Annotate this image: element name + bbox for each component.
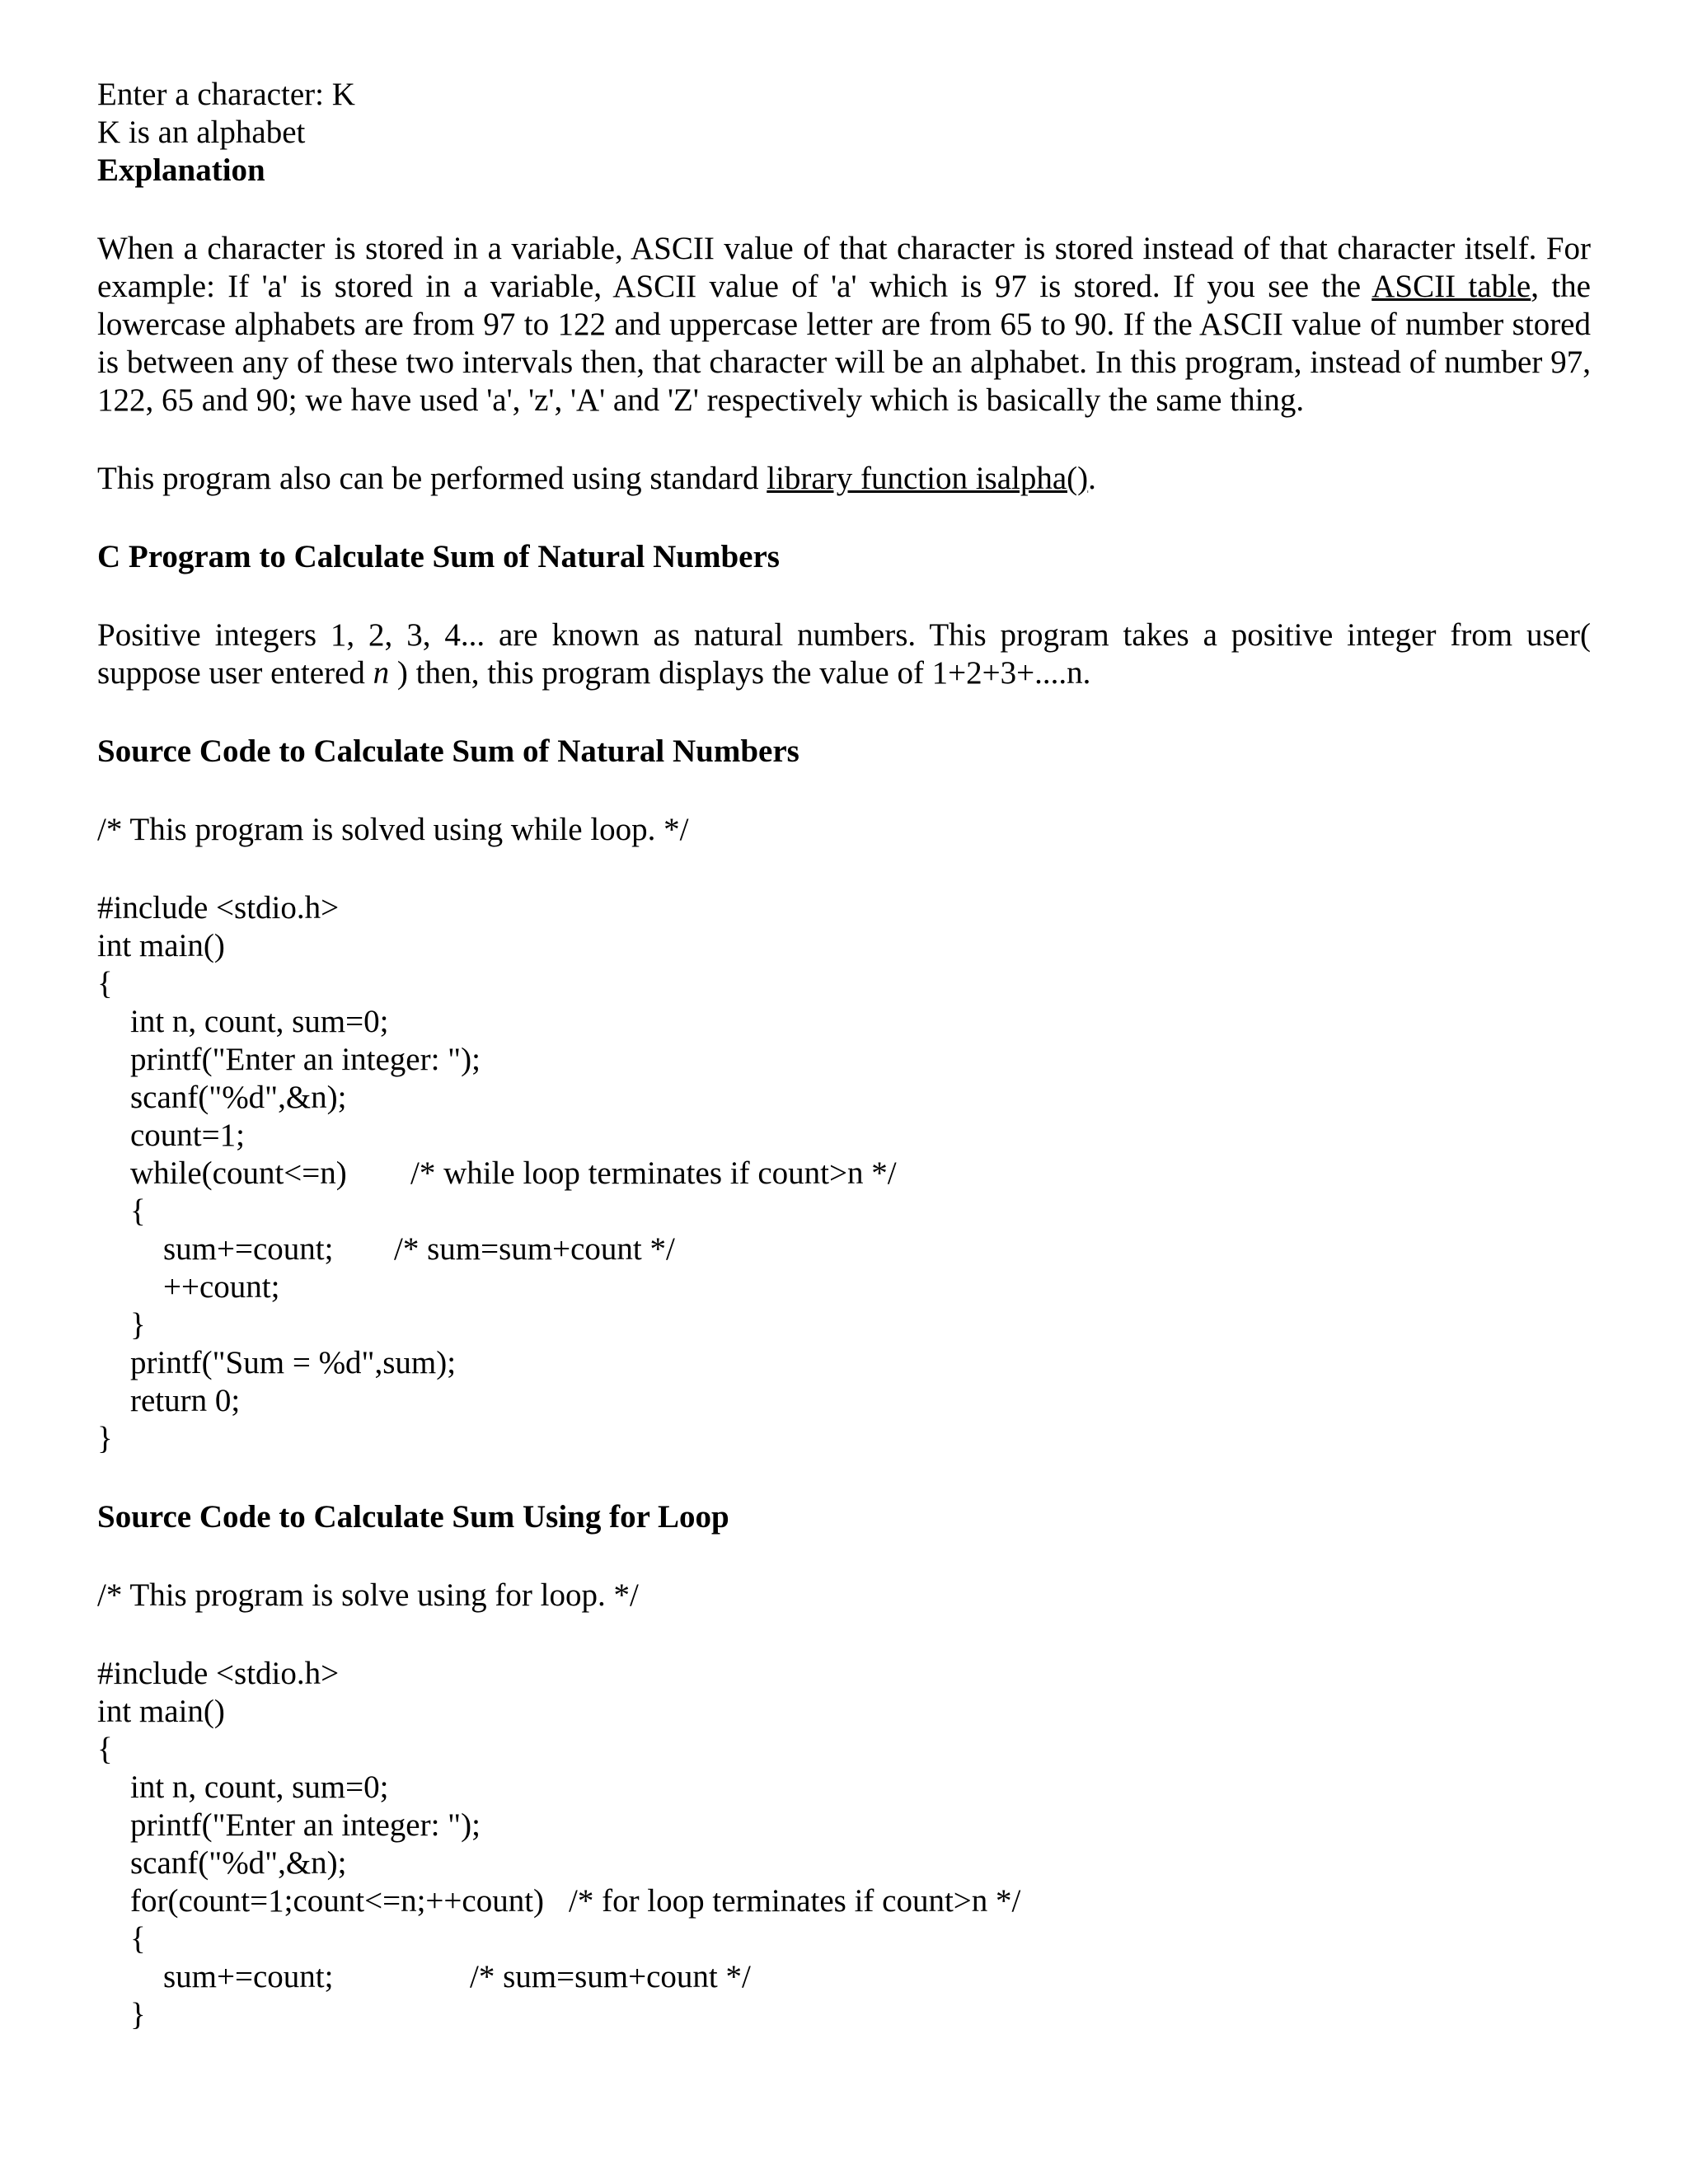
code-line: scanf("%d",&n); <box>130 1845 347 1881</box>
for-program-comment: /* This program is solve using for loop. */ <box>97 1577 639 1613</box>
code-line: printf("Enter an integer: "); <box>130 1807 481 1843</box>
spacer <box>97 692 1591 733</box>
ascii-table-link[interactable]: ASCII table <box>1372 269 1531 304</box>
natural-text-1: Positive integers 1, 2, 3, 4... are known as natural numbers. This program takes a positive integer from user( suppose user entered <box>97 617 1591 691</box>
code-line: for(count=1;count<=n;++count) <box>130 1883 545 1919</box>
section-heading-while: Source Code to Calculate Sum of Natural Numbers <box>97 733 799 769</box>
spacer <box>97 1458 1591 1498</box>
code-line: { <box>130 1921 146 1957</box>
spacer <box>97 419 1591 460</box>
spacer <box>97 498 1591 538</box>
code-line: int n, count, sum=0; <box>130 1769 389 1805</box>
code-line: { <box>97 966 113 1001</box>
code-line: sum+=count; <box>163 1231 334 1267</box>
code-line: { <box>130 1193 146 1229</box>
explanation-text-1: When a character is stored in a variable, ASCII value of that character is stored instead of that character itself. For example: If 'a' is stored in a variable, ASCII value of 'a' which is 97 is stored. If you see the <box>97 231 1591 304</box>
spacer <box>97 576 1591 616</box>
page-content <box>97 76 1591 2034</box>
code-line: ++count; <box>163 1269 280 1305</box>
code-line: return 0; <box>130 1383 241 1418</box>
code-comment: /* while loop terminates if count>n */ <box>410 1155 897 1191</box>
code-line: int n, count, sum=0; <box>130 1004 389 1039</box>
code-line: printf("Enter an integer: "); <box>130 1042 481 1077</box>
code-line: } <box>130 1307 146 1343</box>
spacer <box>97 1615 1591 1655</box>
output-line-1: Enter a character: K <box>97 77 355 112</box>
code-line: sum+=count; <box>163 1959 334 1994</box>
section-heading-for-loop: Source Code to Calculate Sum Using for Loop <box>97 1499 729 1535</box>
while-program-comment: /* This program is solved using while loop. */ <box>97 812 689 847</box>
code-comment: /* sum=sum+count */ <box>470 1959 751 1994</box>
output-line-2: K is an alphabet <box>97 115 306 150</box>
while-code-block <box>97 889 1591 1458</box>
code-line: int main() <box>97 1694 225 1729</box>
code-line-with-comment <box>97 1882 1591 1920</box>
variable-n: n <box>373 655 390 691</box>
code-line-with-comment <box>97 1958 1591 1996</box>
section-heading-natural-numbers: C Program to Calculate Sum of Natural Numbers <box>97 539 780 574</box>
code-line: int main() <box>97 928 225 963</box>
isalpha-text-2: . <box>1088 461 1096 496</box>
isalpha-paragraph <box>97 460 1591 498</box>
explanation-heading: Explanation <box>97 152 265 188</box>
code-comment: /* sum=sum+count */ <box>394 1231 675 1267</box>
code-line: } <box>130 1997 146 2032</box>
code-line: while(count<=n) <box>130 1155 347 1191</box>
code-line-with-comment <box>97 1155 1591 1193</box>
code-line-with-comment <box>97 1230 1591 1268</box>
spacer <box>97 1536 1591 1577</box>
code-line: count=1; <box>130 1118 245 1153</box>
explanation-paragraph <box>97 230 1591 419</box>
isalpha-text-1: This program also can be performed using standard <box>97 461 767 496</box>
natural-numbers-paragraph <box>97 616 1591 692</box>
code-line: printf("Sum = %d",sum); <box>130 1345 457 1380</box>
spacer <box>97 190 1591 230</box>
spacer <box>97 849 1591 889</box>
natural-text-2: ) then, this program displays the value of 1+2+3+....n. <box>389 655 1091 691</box>
for-code-block <box>97 1655 1591 2034</box>
explanation-text-2: , the lowercase alphabets are from 97 to 122 and uppercase letter are from 65 to 90. If the ASCII value of number stored is between any of these two intervals then, that character will be an alphabet. In this program, instead of number 97, 122, 65 and 90; we have used 'a', 'z', 'A' and 'Z' respectively which is basically the same thing. <box>97 269 1591 418</box>
code-line: #include <stdio.h> <box>97 890 340 926</box>
code-line: #include <stdio.h> <box>97 1656 340 1691</box>
code-line: scanf("%d",&n); <box>130 1080 347 1115</box>
code-comment: /* for loop terminates if count>n */ <box>569 1883 1021 1919</box>
code-line: } <box>97 1421 113 1456</box>
code-line: { <box>97 1732 113 1767</box>
isalpha-link[interactable]: library function isalpha() <box>767 461 1089 496</box>
spacer <box>97 771 1591 811</box>
